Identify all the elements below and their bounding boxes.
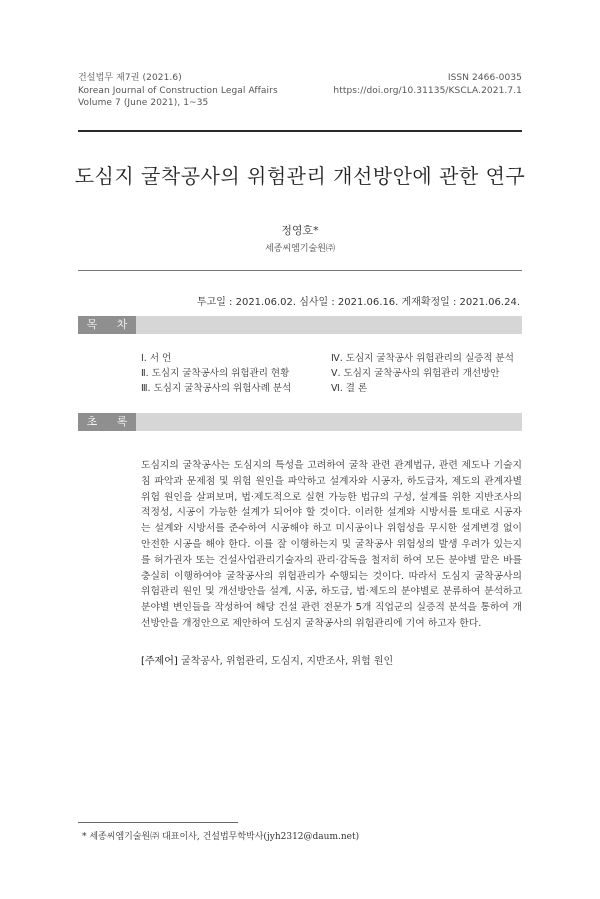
journal-issue-en: Volume 7 (June 2021), 1~35 xyxy=(78,98,209,108)
toc-item: Ⅳ. 도심지 굴착공사 위험관리의 실증적 분석 xyxy=(331,353,514,364)
author-affiliation: 세종씨엠기술원㈜ xyxy=(265,244,335,254)
keywords xyxy=(141,652,393,667)
journal-name-en: Korean Journal of Construction Legal Affairs xyxy=(78,85,278,96)
toc-item: Ⅵ. 결 론 xyxy=(331,383,368,394)
journal-volume: 건설법무 제7권 (2021.6) xyxy=(78,73,182,83)
toc-item: Ⅲ. 도심지 굴착공사의 위험사례 분석 xyxy=(141,383,292,394)
keywords-label: [주제어] xyxy=(141,656,178,667)
submission-dates: 투고일 : 2021.06.02. 심사일 : 2021.06.16. 게재확정일 : 2021.06.24. xyxy=(196,297,520,308)
title-rule xyxy=(78,270,522,271)
paper-title: 도심지 굴착공사의 위험관리 개선방안에 관한 연구 xyxy=(74,164,526,188)
abstract-text: 도심지의 굴착공사는 도심지의 특성을 고려하여 굴착 관련 관계법규, 관련 제도나 기술지침 파악과 문제점 및 위험 원인을 파악하고 설계자와 시공자, 하도급자, 제도의 관계자별 위험 원인을 살펴보며, 법·제도적으로 실현 가능한 법규의 구성, 설계를 위한 지반조사의 적정성, 시공이 가능한 설계가 되어야 할 것이다. 이러한 설계와 시방서를 토대로 시공자는 설계와 시방서를 준수하여 시공해야 하고 미시공이나 위험성을 무시한 설계변경 없이 안전한 시공을 해야 한다. 이를 잘 이행하는지 및 굴착공사 위험성의 발생 우려가 있는지를 허가권자 또는 건설사업관리기술자의 관리·감독을 철저히 하여 모든 분야별 맡은 바를 충실히 이행하여야 굴착공사의 위험관리가 수행되는 것이다. 따라서 도심지 굴착공사의 위험관리 원인 및 개선방안을 설계, 시공, 하도급, 법·제도의 분야별로 분류하여 분석하고 분야별 변인들을 작성하여 해당 건설 관련 전문가 5개 직업군의 실증적 분석을 통하여 개선방안을 개정안으로 제안하여 도심지 굴착공사의 위험관리에 기여 하고자 한다. xyxy=(141,460,522,629)
toc-section-bar xyxy=(78,316,522,334)
footnote-rule xyxy=(78,822,238,823)
toc-label: 목 차 xyxy=(78,316,136,334)
author-name: 정영호* xyxy=(281,224,319,237)
keywords-text: 굴착공사, 위험관리, 도심지, 지반조사, 위험 원인 xyxy=(180,656,394,667)
toc-item: Ⅰ. 서 언 xyxy=(141,353,172,364)
author-footnote: * 세종씨엠기술원㈜ 대표이사, 건설법무학박사(jyh2312@daum.net) xyxy=(82,832,360,842)
issn: ISSN 2466-0035 xyxy=(447,73,522,83)
doi-link[interactable]: https://doi.org/10.31135/KSCLA.2021.7.1 xyxy=(333,85,522,96)
toc-item: Ⅱ. 도심지 굴착공사의 위험관리 현황 xyxy=(141,368,290,379)
toc-column-right xyxy=(331,351,514,396)
abstract-label: 초 록 xyxy=(78,413,136,431)
journal-info xyxy=(78,72,278,110)
abstract-section-bar xyxy=(78,413,522,431)
toc-item: Ⅴ. 도심지 굴착공사의 위험관리 개선방안 xyxy=(331,368,500,379)
header-rule xyxy=(78,130,522,132)
journal-ids xyxy=(333,72,522,97)
toc-column-left xyxy=(141,351,291,396)
